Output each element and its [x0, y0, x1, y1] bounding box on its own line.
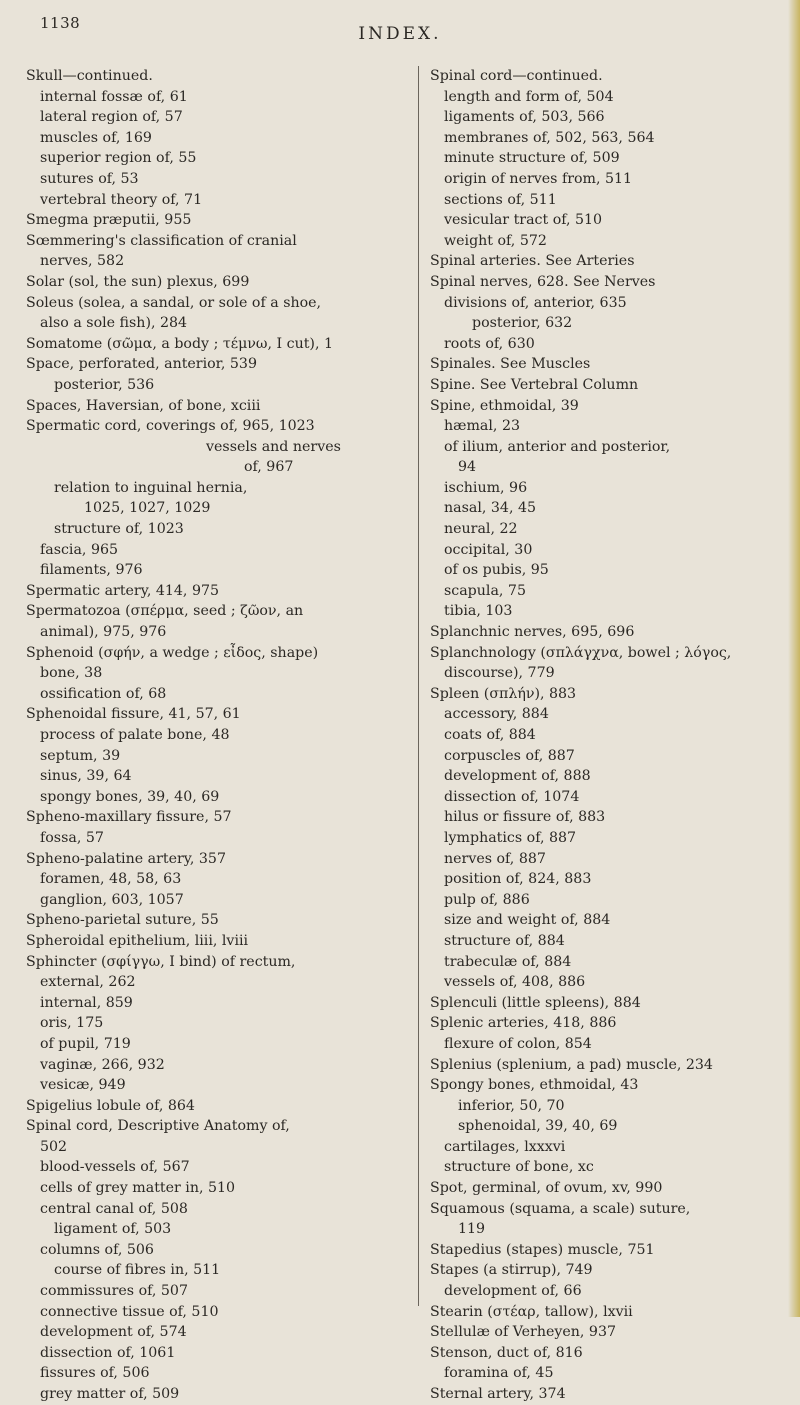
index-entry: Sphincter (σφίγγω, I bind) of rectum, — [26, 953, 296, 970]
index-entry: 1025, 1027, 1029 — [84, 500, 211, 517]
index-entry: Spermatic cord, coverings of, 965, 1023 — [26, 418, 315, 435]
index-entry: external, 262 — [40, 974, 136, 991]
index-entry: development of, 66 — [444, 1283, 582, 1300]
index-entry: filaments, 976 — [40, 562, 143, 579]
index-entry: Solar (sol, the sun) plexus, 699 — [26, 273, 250, 290]
index-entry: ligament of, 503 — [54, 1221, 172, 1238]
index-entry: Stenson, duct of, 816 — [430, 1344, 583, 1361]
index-entry: cells of grey matter in, 510 — [40, 1180, 236, 1197]
index-entry: size and weight of, 884 — [444, 912, 611, 929]
index-entry: Spleen (σπλήν), 883 — [430, 685, 577, 702]
index-entry: Spheroidal epithelium, liii, lviii — [26, 932, 249, 949]
index-entry: of pupil, 719 — [40, 1035, 131, 1052]
index-entry: ischium, 96 — [444, 479, 528, 496]
index-entry: Somatome (σῶμα, a body ; τέμνω, I cut), 1 — [26, 335, 333, 352]
index-entry: 502 — [40, 1138, 68, 1155]
index-entry: discourse), 779 — [444, 665, 555, 682]
index-entry: Spermatozoa (σπέρμα, seed ; ζῶον, an — [26, 603, 304, 620]
index-entry: structure of, 1023 — [54, 521, 184, 538]
index-entry: length and form of, 504 — [444, 88, 614, 105]
index-entry: vesicular tract of, 510 — [444, 212, 603, 229]
index-entry: inferior, 50, 70 — [458, 1097, 565, 1114]
index-entry: Spinal cord, Descriptive Anatomy of, — [26, 1118, 290, 1135]
index-entry: ganglion, 603, 1057 — [40, 891, 184, 908]
index-entry: nerves, 582 — [40, 253, 125, 270]
index-entry: fissures of, 506 — [40, 1365, 150, 1382]
index-entry: Splanchnic nerves, 695, 696 — [430, 624, 635, 641]
index-entry: Space, perforated, anterior, 539 — [26, 356, 257, 373]
index-entry: fascia, 965 — [40, 541, 119, 558]
index-entry: neural, 22 — [444, 521, 518, 538]
index-entry: position of, 824, 883 — [444, 871, 592, 888]
index-entry: muscles of, 169 — [40, 129, 152, 146]
index-column-left — [26, 66, 411, 1405]
index-entry: commissures of, 507 — [40, 1283, 188, 1300]
index-entry: Spongy bones, ethmoidal, 43 — [430, 1077, 639, 1094]
index-entry: weight of, 572 — [444, 232, 547, 249]
index-entry: Squamous (squama, a scale) suture, — [430, 1200, 691, 1217]
index-entry: Spinal nerves, 628. See Nerves — [430, 273, 656, 290]
index-entry: corpuscles of, 887 — [444, 747, 575, 764]
index-entry: Stapedius (stapes) muscle, 751 — [430, 1241, 655, 1258]
index-entry: vessels and nerves — [206, 438, 341, 455]
index-entry: foramen, 48, 58, 63 — [40, 871, 182, 888]
index-entry: lateral region of, 57 — [40, 109, 183, 126]
index-entry: Sphenoid (σφήν, a wedge ; εἶδος, shape) — [26, 644, 319, 661]
index-entry: also a sole fish), 284 — [40, 315, 188, 332]
index-entry: sphenoidal, 39, 40, 69 — [458, 1118, 618, 1135]
index-entry: Smegma præputii, 955 — [26, 212, 192, 229]
index-entry: lymphatics of, 887 — [444, 829, 577, 846]
index-entry: Spine, ethmoidal, 39 — [430, 397, 579, 414]
index-entry: Splenic arteries, 418, 886 — [430, 1015, 617, 1032]
index-entry: 94 — [458, 459, 477, 476]
index-entry: sutures of, 53 — [40, 170, 139, 187]
index-entry: Spot, germinal, of ovum, xv, 990 — [430, 1180, 663, 1197]
index-entry: trabeculæ of, 884 — [444, 953, 572, 970]
index-entry: central canal of, 508 — [40, 1200, 188, 1217]
index-entry: fossa, 57 — [40, 829, 104, 846]
page-number: 1138 — [40, 14, 81, 32]
index-entry: animal), 975, 976 — [40, 624, 167, 641]
index-entry: structure of, 884 — [444, 932, 565, 949]
index-entry: occipital, 30 — [444, 541, 533, 558]
index-entry: dissection of, 1074 — [444, 788, 580, 805]
index-entry: vesicæ, 949 — [40, 1077, 126, 1094]
index-entry: Sœmmering's classification of cranial — [26, 232, 297, 249]
index-entry: posterior, 536 — [54, 376, 155, 393]
index-entry: internal, 859 — [40, 994, 133, 1011]
index-entry: divisions of, anterior, 635 — [444, 294, 627, 311]
index-entry: oris, 175 — [40, 1015, 104, 1032]
index-entry: ossification of, 68 — [40, 685, 167, 702]
index-entry: Spinal cord—continued. — [430, 68, 603, 84]
index-entry: internal fossæ of, 61 — [40, 88, 188, 105]
index-entry: sections of, 511 — [444, 191, 557, 208]
index-entry: Spinal arteries. See Arteries — [430, 253, 635, 270]
index-entry: Stearin (στέαρ, tallow), lxvii — [430, 1303, 633, 1320]
page-edge — [788, 0, 800, 1317]
index-entry: accessory, 884 — [444, 706, 549, 723]
index-entry: 119 — [458, 1221, 486, 1238]
index-entry: vertebral theory of, 71 — [40, 191, 203, 208]
index-entry: flexure of colon, 854 — [444, 1035, 592, 1052]
index-entry: grey matter of, 509 — [40, 1386, 180, 1402]
index-entry: spongy bones, 39, 40, 69 — [40, 788, 220, 805]
index-entry: vaginæ, 266, 932 — [40, 1056, 165, 1073]
index-entry: development of, 574 — [40, 1324, 187, 1341]
index-entry: blood-vessels of, 567 — [40, 1159, 190, 1176]
index-entry: sinus, 39, 64 — [40, 768, 132, 785]
column-divider — [418, 66, 419, 1306]
index-entry: Splanchnology (σπλάγχνα, bowel ; λόγος, — [430, 644, 732, 661]
index-entry: Splenculi (little spleens), 884 — [430, 994, 641, 1011]
index-entry: scapula, 75 — [444, 582, 526, 599]
index-entry: development of, 888 — [444, 768, 591, 785]
index-entry: nerves of, 887 — [444, 850, 546, 867]
index-entry: coats of, 884 — [444, 727, 536, 743]
index-entry: Skull—continued. — [26, 68, 153, 84]
index-entry: vessels of, 408, 886 — [444, 974, 586, 991]
index-entry: relation to inguinal hernia, — [54, 479, 248, 496]
index-entry: ligaments of, 503, 566 — [444, 109, 605, 126]
index-column-right — [430, 66, 782, 1405]
index-entry: Spheno-palatine artery, 357 — [26, 850, 226, 867]
index-entry: Soleus (solea, a sandal, or sole of a shoe, — [26, 294, 322, 311]
index-entry: Spermatic artery, 414, 975 — [26, 582, 220, 599]
index-entry: hilus or fissure of, 883 — [444, 809, 606, 826]
index-entry: minute structure of, 509 — [444, 150, 620, 167]
index-entry: foramina of, 45 — [444, 1365, 554, 1382]
index-entry: cartilages, lxxxvi — [444, 1138, 566, 1155]
index-entry: of, 967 — [244, 459, 294, 476]
index-entry: Spaces, Haversian, of bone, xciii — [26, 397, 261, 414]
index-entry: Stapes (a stirrup), 749 — [430, 1262, 593, 1279]
index-entry: Spinales. See Muscles — [430, 356, 591, 373]
index-entry: columns of, 506 — [40, 1241, 154, 1258]
index-entry: bone, 38 — [40, 665, 103, 682]
index-entry: septum, 39 — [40, 747, 121, 764]
index-entry: Sternal artery, 374 — [430, 1386, 566, 1402]
index-entry: process of palate bone, 48 — [40, 727, 230, 743]
index-entry: roots of, 630 — [444, 335, 535, 352]
index-entry: hæmal, 23 — [444, 418, 520, 435]
index-entry: membranes of, 502, 563, 564 — [444, 129, 655, 146]
index-entry: origin of nerves from, 511 — [444, 170, 633, 187]
index-entry: Sphenoidal fissure, 41, 57, 61 — [26, 706, 241, 723]
index-entry: Spheno-maxillary fissure, 57 — [26, 809, 232, 826]
index-entry: Stellulæ of Verheyen, 937 — [430, 1324, 617, 1341]
index-entry: pulp of, 886 — [444, 891, 530, 908]
index-entry: Spigelius lobule of, 864 — [26, 1097, 195, 1114]
index-entry: course of fibres in, 511 — [54, 1262, 221, 1279]
index-entry: connective tissue of, 510 — [40, 1303, 219, 1320]
running-head: INDEX. — [358, 24, 442, 44]
index-entry: structure of bone, xc — [444, 1159, 594, 1176]
index-entry: of os pubis, 95 — [444, 562, 549, 579]
index-entry: dissection of, 1061 — [40, 1344, 176, 1361]
index-entry: Spine. See Vertebral Column — [430, 376, 639, 393]
index-entry: Spheno-parietal suture, 55 — [26, 912, 219, 929]
index-entry: Splenius (splenium, a pad) muscle, 234 — [430, 1056, 713, 1073]
index-entry: nasal, 34, 45 — [444, 500, 537, 517]
index-entry: of ilium, anterior and posterior, — [444, 438, 671, 455]
index-entry: superior region of, 55 — [40, 150, 197, 167]
index-entry: posterior, 632 — [472, 315, 573, 332]
index-entry: tibia, 103 — [444, 603, 513, 620]
